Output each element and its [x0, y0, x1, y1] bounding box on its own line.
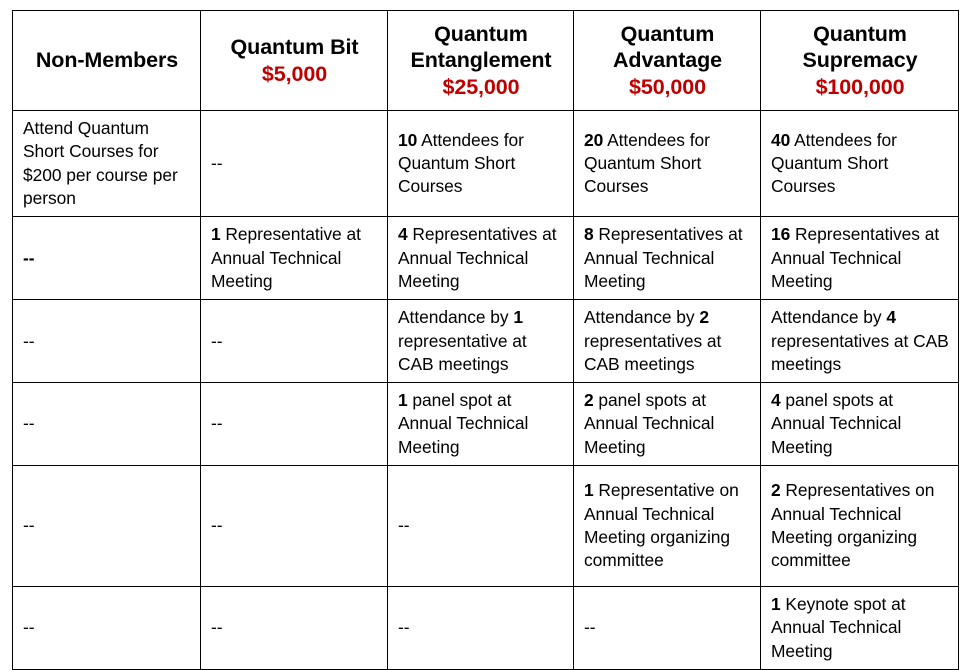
- cell-quantity: 1: [584, 480, 594, 501]
- column-header-quantum-entanglement: [388, 11, 574, 111]
- table-cell: [388, 383, 574, 466]
- cell-text: Attendees for Quantum Short Courses: [584, 129, 710, 197]
- table-cell: [761, 300, 959, 383]
- table-cell: [574, 466, 761, 587]
- tier-name: Non-Members: [35, 48, 179, 73]
- cell-text: Keynote spot at Annual Technical Meeting: [771, 594, 906, 661]
- cell-text: panel spot at Annual Technical Meeting: [398, 390, 529, 457]
- tier-price: $5,000: [261, 61, 328, 86]
- table-cell: [13, 111, 201, 217]
- table-cell: --: [574, 587, 761, 670]
- table-cell: [761, 217, 959, 300]
- table-cell: --: [201, 383, 388, 466]
- cell-quantity: 20: [584, 129, 604, 150]
- table-body: [13, 111, 959, 670]
- table-cell: --: [201, 300, 388, 383]
- table-cell: [761, 383, 959, 466]
- table-cell: [388, 217, 574, 300]
- cell-prefix: Attendance by: [584, 307, 700, 328]
- cell-quantity: 10: [398, 129, 418, 150]
- table-row: [13, 383, 959, 466]
- cell-text: Representatives at Annual Technical Meeting: [398, 224, 557, 291]
- cell-text: Representative at Annual Technical Meeting: [211, 224, 361, 291]
- cell-quantity: 1: [771, 594, 781, 615]
- cell-quantity: 2: [699, 307, 709, 328]
- cell-quantity: 16: [771, 224, 791, 245]
- table-row: [13, 466, 959, 587]
- tier-price: $100,000: [815, 74, 905, 99]
- table-cell: --: [201, 111, 388, 217]
- column-header-quantum-supremacy: [761, 11, 959, 111]
- table-cell: [201, 217, 388, 300]
- table-cell: --: [13, 300, 201, 383]
- cell-text: representative at CAB meetings: [398, 330, 527, 374]
- table-cell: [761, 111, 959, 217]
- tier-name: Quantum Advantage: [612, 22, 722, 73]
- cell-quantity: 1: [211, 224, 221, 245]
- cell-quantity: 4: [398, 224, 408, 245]
- table-cell: --: [13, 383, 201, 466]
- cell-prefix: Attendance by: [771, 307, 887, 328]
- table-cell: --: [388, 466, 574, 587]
- table-row: [13, 111, 959, 217]
- table-cell: [388, 111, 574, 217]
- column-header-non-members: [13, 11, 201, 111]
- cell-quantity: 2: [584, 390, 594, 411]
- table-cell: [761, 587, 959, 670]
- tier-name: Quantum Entanglement: [410, 22, 552, 73]
- cell-text: Attendees for Quantum Short Courses: [771, 129, 897, 197]
- table-cell: [574, 111, 761, 217]
- cell-text: Representative on Annual Technical Meeting organizing committee: [584, 480, 739, 571]
- cell-text: Attendees for Quantum Short Courses: [398, 129, 524, 197]
- tier-name: Quantum Supremacy: [802, 22, 918, 73]
- cell-text: representatives at CAB meetings: [771, 330, 949, 374]
- header-row: [13, 11, 959, 111]
- table-cell: [574, 300, 761, 383]
- cell-quantity: 4: [886, 307, 896, 328]
- cell-quantity: 40: [771, 129, 791, 150]
- cell-quantity: 1: [513, 307, 523, 328]
- table-cell: --: [201, 587, 388, 670]
- table-cell: --: [13, 587, 201, 670]
- cell-text: Representatives at Annual Technical Meeting: [584, 224, 743, 291]
- table-cell: [574, 383, 761, 466]
- table-cell: --: [388, 587, 574, 670]
- column-header-quantum-advantage: [574, 11, 761, 111]
- membership-benefits-table: [12, 10, 959, 670]
- table-cell: [574, 217, 761, 300]
- cell-text: Representatives on Annual Technical Meeting organizing committee: [771, 480, 935, 571]
- table-cell: [388, 300, 574, 383]
- cell-prefix: Attendance by: [398, 307, 514, 328]
- tier-price: $50,000: [628, 74, 707, 99]
- table-row: [13, 300, 959, 383]
- table-cell: [761, 466, 959, 587]
- cell-text: panel spots at Annual Technical Meeting: [771, 390, 902, 457]
- table-cell: --: [201, 466, 388, 587]
- cell-text: representatives at CAB meetings: [584, 330, 722, 374]
- table-cell: --: [13, 217, 201, 300]
- cell-text: panel spots at Annual Technical Meeting: [584, 390, 715, 457]
- column-header-quantum-bit: [201, 11, 388, 111]
- table-cell: --: [13, 466, 201, 587]
- tier-price: $25,000: [442, 74, 520, 99]
- tier-name: Quantum Bit: [230, 35, 359, 60]
- table-row: [13, 587, 959, 670]
- table-header: [13, 11, 959, 111]
- cell-quantity: 2: [771, 480, 781, 501]
- cell-quantity: 4: [771, 390, 781, 411]
- table-row: [13, 217, 959, 300]
- cell-text: Attend Quantum Short Courses for $200 per course per person: [23, 118, 178, 208]
- cell-quantity: 1: [398, 390, 408, 411]
- cell-text: Representatives at Annual Technical Meeting: [771, 224, 940, 291]
- cell-quantity: 8: [584, 224, 594, 245]
